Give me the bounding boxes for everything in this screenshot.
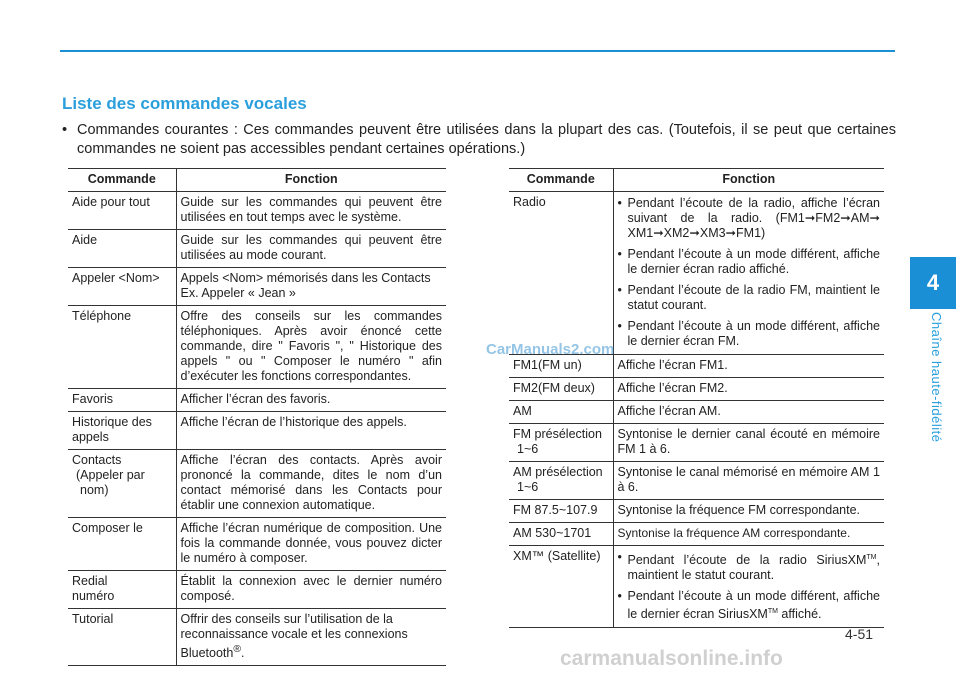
bullet-text-end: , maintient le statut courant. (627, 553, 880, 583)
table-row (68, 518, 446, 571)
command-cell (509, 462, 613, 500)
command-cell: Aide pour tout (68, 192, 176, 230)
command-cell: Téléphone (68, 306, 176, 389)
top-rule (60, 50, 895, 52)
command-cell: Appeler <Nom> (68, 268, 176, 306)
command-cell: XM™ (Satellite) (509, 546, 613, 628)
function-cell: Offre des conseils sur les commandes téléphoniques. Après avoir énoncé cette commande, dire " Favoris ", " Historique des appels " ou " Composer le numéro " afin d’exécuter les fonctions correspondantes. (176, 306, 446, 389)
command-text-line2: (Appeler par (76, 468, 145, 482)
command-cell: Historique des appels (68, 412, 176, 450)
function-cell: Appels <Nom> mémorisés dans les Contacts Ex. Appeler « Jean » (176, 268, 446, 306)
bullet-text-end: affiché. (777, 607, 822, 622)
function-cell: Affiche l’écran FM2. (613, 378, 884, 401)
registered-mark: ® (233, 644, 241, 655)
table-header-row (68, 169, 446, 192)
watermark-top: CarManuals2.com (486, 341, 615, 358)
command-text: AM présélection (513, 465, 603, 479)
bullet-text: Pendant l’écoute à un mode différent, affiche le dernier écran SiriusXM (627, 589, 880, 622)
table-row (68, 571, 446, 609)
list-item: • Pendant l’écoute de la radio FM, maintient le statut courant. (617, 283, 880, 312)
function-cell (176, 609, 446, 666)
voice-commands-table-left (68, 168, 446, 666)
command-text: Redial (72, 574, 108, 588)
function-text: Offrir des conseils sur l’utilisation de la reconnaissance vocale et les connexions Bluetooth (180, 612, 408, 661)
watermark-bottom: carmanualsonline.info (560, 647, 783, 670)
function-cell: Syntonise la fréquence FM correspondante. (613, 500, 884, 523)
list-item: • Pendant l’écoute à un mode différent, affiche le dernier écran SiriusXM™ affiché. (617, 589, 880, 622)
function-cell (613, 546, 884, 628)
table-row (509, 500, 884, 523)
table-row (509, 401, 884, 424)
table-row (509, 462, 884, 500)
function-cell (613, 192, 884, 355)
function-cell: Afficher l’écran des favoris. (176, 389, 446, 412)
function-cell: Affiche l’écran numérique de composition. Une fois la commande donnée, vous pouvez dicter le numéro à composer. (176, 518, 446, 571)
intro-bullet: • (62, 122, 68, 138)
table-row (68, 609, 446, 666)
command-text-line2: 1~6 (517, 442, 539, 456)
list-item: • Pendant l’écoute de la radio SiriusXM™, maintient le statut courant. (617, 550, 880, 583)
command-text: FM présélection (513, 427, 602, 441)
chapter-tab: 4 (910, 257, 956, 309)
chapter-label: Chaîne haute-fidélité (929, 312, 944, 443)
bullet-text: Pendant l’écoute à un mode différent, affiche le dernier écran FM. (627, 319, 880, 348)
function-cell: Syntonise le canal mémorisé en mémoire AM 1 à 6. (613, 462, 884, 500)
table-row (68, 192, 446, 230)
command-cell: FM1(FM un) (509, 355, 613, 378)
table-row (68, 268, 446, 306)
table-row (68, 412, 446, 450)
function-cell: Affiche l’écran FM1. (613, 355, 884, 378)
header-function: Fonction (176, 169, 446, 192)
trademark-mark: TM (767, 608, 778, 616)
command-cell: Radio (509, 192, 613, 355)
header-command: Commande (68, 169, 176, 192)
command-cell: Favoris (68, 389, 176, 412)
command-text-line2: numéro (72, 589, 115, 603)
command-cell: FM2(FM deux) (509, 378, 613, 401)
command-cell: FM 87.5~107.9 (509, 500, 613, 523)
intro-text: Commandes courantes : Ces commandes peuvent être utilisées dans la plupart des cas. (Toutefois, il se peut que certaines commandes ne soient pas accessibles pendant certaines opérations.) (77, 122, 896, 157)
function-cell: Établit la connexion avec le dernier numéro composé. (176, 571, 446, 609)
page-number: 4-51 (845, 626, 874, 642)
function-cell: Syntonise le dernier canal écouté en mémoire FM 1 à 6. (613, 424, 884, 462)
table-row-radio (509, 192, 884, 355)
function-cell: Affiche l’écran des contacts. Après avoir prononcé la commande, dites le nom d’un contact mémorisé dans les Contacts pour établir une connexion automatique. (176, 450, 446, 518)
table-header-row (509, 169, 884, 192)
command-text-line3: nom) (80, 483, 109, 497)
function-cell: Syntonise la fréquence AM correspondante. (613, 523, 884, 546)
table-row (509, 378, 884, 401)
list-item: • Pendant l’écoute à un mode différent, affiche le dernier écran FM. (617, 319, 880, 348)
bullet-text: Pendant l’écoute de la radio, affiche l’écran suivant de la radio. (FM1➞FM2➞AM➞ XM1➞XM2➞XM3➞FM1) (627, 196, 880, 240)
table-row (68, 230, 446, 268)
table-row (509, 523, 884, 546)
command-cell (68, 450, 176, 518)
table-row (509, 424, 884, 462)
bullet-text: Pendant l’écoute à un mode différent, affiche le dernier écran radio affiché. (627, 247, 880, 276)
header-command: Commande (509, 169, 613, 192)
command-cell (509, 424, 613, 462)
function-cell: Affiche l’écran de l’historique des appels. (176, 412, 446, 450)
table-row (68, 306, 446, 389)
header-function: Fonction (613, 169, 884, 192)
function-cell: Affiche l’écran AM. (613, 401, 884, 424)
command-cell: AM (509, 401, 613, 424)
function-text-end: . (241, 646, 245, 661)
table-row (68, 389, 446, 412)
list-item: • Pendant l’écoute de la radio, affiche l’écran suivant de la radio. (FM1➞FM2➞AM➞ XM1➞XM2➞XM3➞FM1) (617, 196, 880, 240)
table-row (68, 450, 446, 518)
trademark-mark: TM (866, 554, 877, 561)
bullet-text: Pendant l’écoute de la radio FM, maintient le statut courant. (627, 283, 880, 312)
command-cell: Composer le (68, 518, 176, 571)
voice-commands-table-right (509, 168, 884, 628)
command-cell: AM 530~1701 (509, 523, 613, 546)
list-item: • Pendant l’écoute à un mode différent, affiche le dernier écran radio affiché. (617, 247, 880, 276)
section-title: Liste des commandes vocales (62, 94, 307, 113)
bullet-text: Pendant l’écoute de la radio SiriusXM (627, 553, 867, 568)
command-cell: Tutorial (68, 609, 176, 666)
table-row-xm (509, 546, 884, 628)
command-cell: Aide (68, 230, 176, 268)
function-cell: Guide sur les commandes qui peuvent être utilisées au mode courant. (176, 230, 446, 268)
command-cell (68, 571, 176, 609)
intro-paragraph (62, 121, 896, 159)
function-cell: Guide sur les commandes qui peuvent être utilisées en tout temps avec le système. (176, 192, 446, 230)
command-text-line2: 1~6 (517, 480, 539, 494)
command-text: Contacts (72, 453, 122, 467)
